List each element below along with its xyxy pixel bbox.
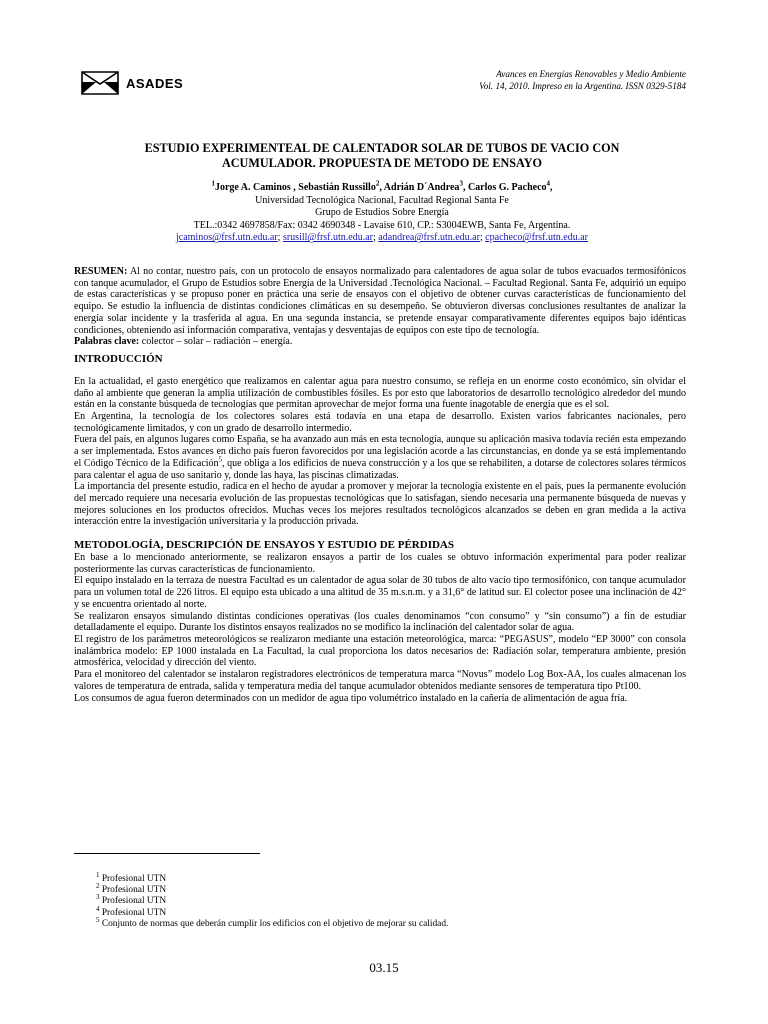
- asades-logo-icon: [80, 70, 120, 96]
- email-link-dandrea[interactable]: adandrea@frsf.utn.edu.ar: [378, 232, 480, 244]
- intro-paragraph-4: La importancia del presente estudio, radica en el hecho de ayudar a promover y mejorar la tecnología existente en el país, pues la permanente evolución del mercado requiere una necesaria evolución de las propuestas tecnológicas que lo satisfagan, siendo necesaria una permanente búsqueda de nuevas y mejores soluciones en los productos ofrecidos. Muchas veces los mejores resultados tecnológicos alcanzados se deben en gran medida a la activa interacción entre la investigación universitaria y la producción privada.: [74, 481, 686, 528]
- method-paragraph-4: El registro de los parámetros meteorológicos se realizaron mediante una estación meteorológica, marca: “PEGASUS”, modelo “EP 3000” con consola inalámbrica modelo: EP 1000 instalada en La Facultad, la cual proporciona los datos necesarios de: Radiación solar, temperatura ambiente, presión atmosférica, velocidad y dirección del viento.: [74, 633, 686, 669]
- method-paragraph-2: El equipo instalado en la terraza de nuestra Facultad es un calentador de agua solar de 30 tubos de alto vacío tipo termosifónico, con tanque acumulador para un volumen total de 226 litros. El equipo esta ubicado a una altitud de 35 m.s.n.m. y a 31,6° de latitud sur. El colector posee una inclinación de 42° y se encuentra orientado al norte.: [74, 575, 686, 610]
- paper-body: [74, 266, 686, 704]
- title-line-2: ACUMULADOR. PROPUESTA DE METODO DE ENSAYO: [221, 155, 543, 170]
- method-paragraph-3: Se realizaron ensayos simulando distintas condiciones operativas (los cuales denominamos “con consumo” y “sin consumo”) a fin de estudiar detalladamente el equipo. Durante los distintos ensayos realizados no se modifico la inclinación del calentador solar de agua.: [74, 610, 686, 634]
- intro-paragraph-3: Fuera del país, en algunos lugares como España, se ha avanzado aun más en esta tecnología, aunque su aplicación masiva todavía recién esta empezando a ser implementada. Estos avances en dicho país fueron favorecidos por una legislación acorde a las circunstancias, en donde ya se está implementando el Código Técnico de la Edificación$^5$, que obliga a los edificios de nueva construcción y a los que se rehabiliten, a dotarse de colectores solares térmicos para calentar el agua de uso sanitario y, donde las haya, las piscinas climatizadas.: [74, 434, 686, 481]
- section-heading-metodologia: METODOLOGÍA, DESCRIPCIÓN DE ENSAYOS Y ESTUDIO DE PÉRDIDAS: [74, 539, 454, 552]
- footnote-5: $^5$ Conjunto de normas que deberán cumplir los edificios con el objetivo de mejorar su calidad.: [96, 915, 449, 929]
- method-paragraph-5: Para el monitoreo del calentador se instalaron registradores electrónicos de temperatura marca “Novus” modelo Log Box-AA, los cuales almacenan los valores de temperatura de entrada, salida y temperatura media del tanque acumulador obtenidos mediante sensores de temperatura tipo Pt100.: [74, 669, 686, 692]
- asades-logo: [80, 68, 240, 102]
- keywords-label: Palabras clave:: [74, 336, 140, 348]
- footnote-ref-5: 5: [218, 455, 223, 464]
- affiliation-university: Universidad Tecnológica Nacional, Facultad Regional Santa Fe: [255, 194, 509, 206]
- journal-line-2: Vol. 14, 2010. Impreso en la Argentina. ISSN 0329-5184: [479, 81, 686, 91]
- title-line-1: ESTUDIO EXPERIMENTEAL DE CALENTADOR SOLAR DE TUBOS DE VACIO CON: [144, 141, 620, 155]
- email-list: jcaminos@frsf.utn.edu.ar; srusill@frsf.utn.edu.ar; adandrea@frsf.utn.edu.ar; cpacheco@frsf.utn.edu.ar: [175, 232, 588, 244]
- author-block: [80, 179, 684, 245]
- abstract-text: Al no contar, nuestro país, con un protocolo de ensayos normalizado para calentadores de agua solar de tubos evacuados termosifónicos con tanque acumulador, el Grupo de Estudios sobre Energía de la Universidad .Tecnológica Nacional. – Facultad Regional. Santa Fe, adquirió un equipo de estas características y se propuso poner en práctica una serie de ensayos con el objetivo de obtener curvas características de funcionamiento del equipo. Se estudio la influencia de distintas condiciones climáticas en su desempeño. Se obtuvieron diversas conclusiones resultantes de analizar la energía solar incidente y la trasferida al agua. En una segunda instancia, se pretende ensayar comparativamente diferentes equipos bajo idénticas condiciones, obteniendo así información comparativa, ventajas y desventajas de equipos con este tipo de tecnología.: [74, 266, 686, 336]
- email-link-russillo[interactable]: srusill@frsf.utn.edu.ar: [282, 232, 373, 244]
- logo-text: ASADES: [126, 76, 184, 91]
- keywords-text: colector – solar – radiación – energía.: [139, 336, 293, 348]
- email-link-caminos[interactable]: jcaminos@frsf.utn.edu.ar: [175, 232, 278, 244]
- section-heading-introduccion: INTRODUCCIÓN: [74, 352, 163, 365]
- keywords: [74, 336, 686, 348]
- method-paragraph-6: Los consumos de agua fueron determinados con un medidor de agua tipo volumétrico instalado en la cañería de alimentación de agua fría.: [74, 692, 628, 704]
- method-paragraph-1: En base a lo mencionado anteriormente, se realizaron ensayos a partir de los cuales se obtuvo información experimental para poder realizar posteriormente las curvas características de funcionamiento.: [74, 552, 686, 575]
- author-list: $^1$Jorge A. Caminos , Sebastián Russillo$^2$, Adrián D´Andrea$^3$, Carlos G. Pacheco$^4$,: [211, 179, 553, 193]
- footnote-1: $^1$ Profesional UTN: [96, 870, 167, 884]
- abstract-label: RESUMEN:: [74, 266, 128, 277]
- footnote-3: $^3$ Profesional UTN: [96, 893, 167, 907]
- footnote-4: $^4$ Profesional UTN: [96, 904, 167, 918]
- intro-paragraph-2: En Argentina, la tecnología de los colectores solares está todavía en una etapa de desarrollo. Existen varios fabricantes nacionales, pero tecnológicamente limitados, y con un grado de desarrollo intermedio.: [74, 411, 686, 434]
- intro-paragraph-1: En la actualidad, el gasto energético que realizamos en calentar agua para nuestro consumo, se refleja en un enorme costo económico, sin olvidar el daño al ambiente que generan la amplia utilización de combustibles fósiles. Es por esto que laboratorios de desarrollo tecnológico alrededor del mundo están en la constante búsqueda de tecnologías que permitan aprovechar de mejor forma una fuente inagotable de energía que es el sol.: [74, 375, 686, 411]
- footnotes: [96, 870, 656, 930]
- abstract: [74, 266, 686, 336]
- footnote-divider: [74, 853, 260, 854]
- email-link-pacheco[interactable]: cpacheco@frsf.utn.edu.ar: [485, 232, 588, 244]
- paper-title: [80, 141, 684, 170]
- page-number: 03.15: [369, 960, 399, 975]
- footnote-2: $^2$ Profesional UTN: [96, 882, 167, 896]
- journal-citation: [386, 68, 686, 92]
- contact-line: TEL.:0342 4697858/Fax: 0342 4690348 - Lavaise 610, CP.: S3004EWB, Santa Fe, Argentina.: [193, 219, 571, 231]
- affiliation-group: Grupo de Estudios Sobre Energía: [315, 207, 449, 219]
- journal-line-1: Avances en Energías Renovables y Medio Ambiente: [496, 69, 686, 79]
